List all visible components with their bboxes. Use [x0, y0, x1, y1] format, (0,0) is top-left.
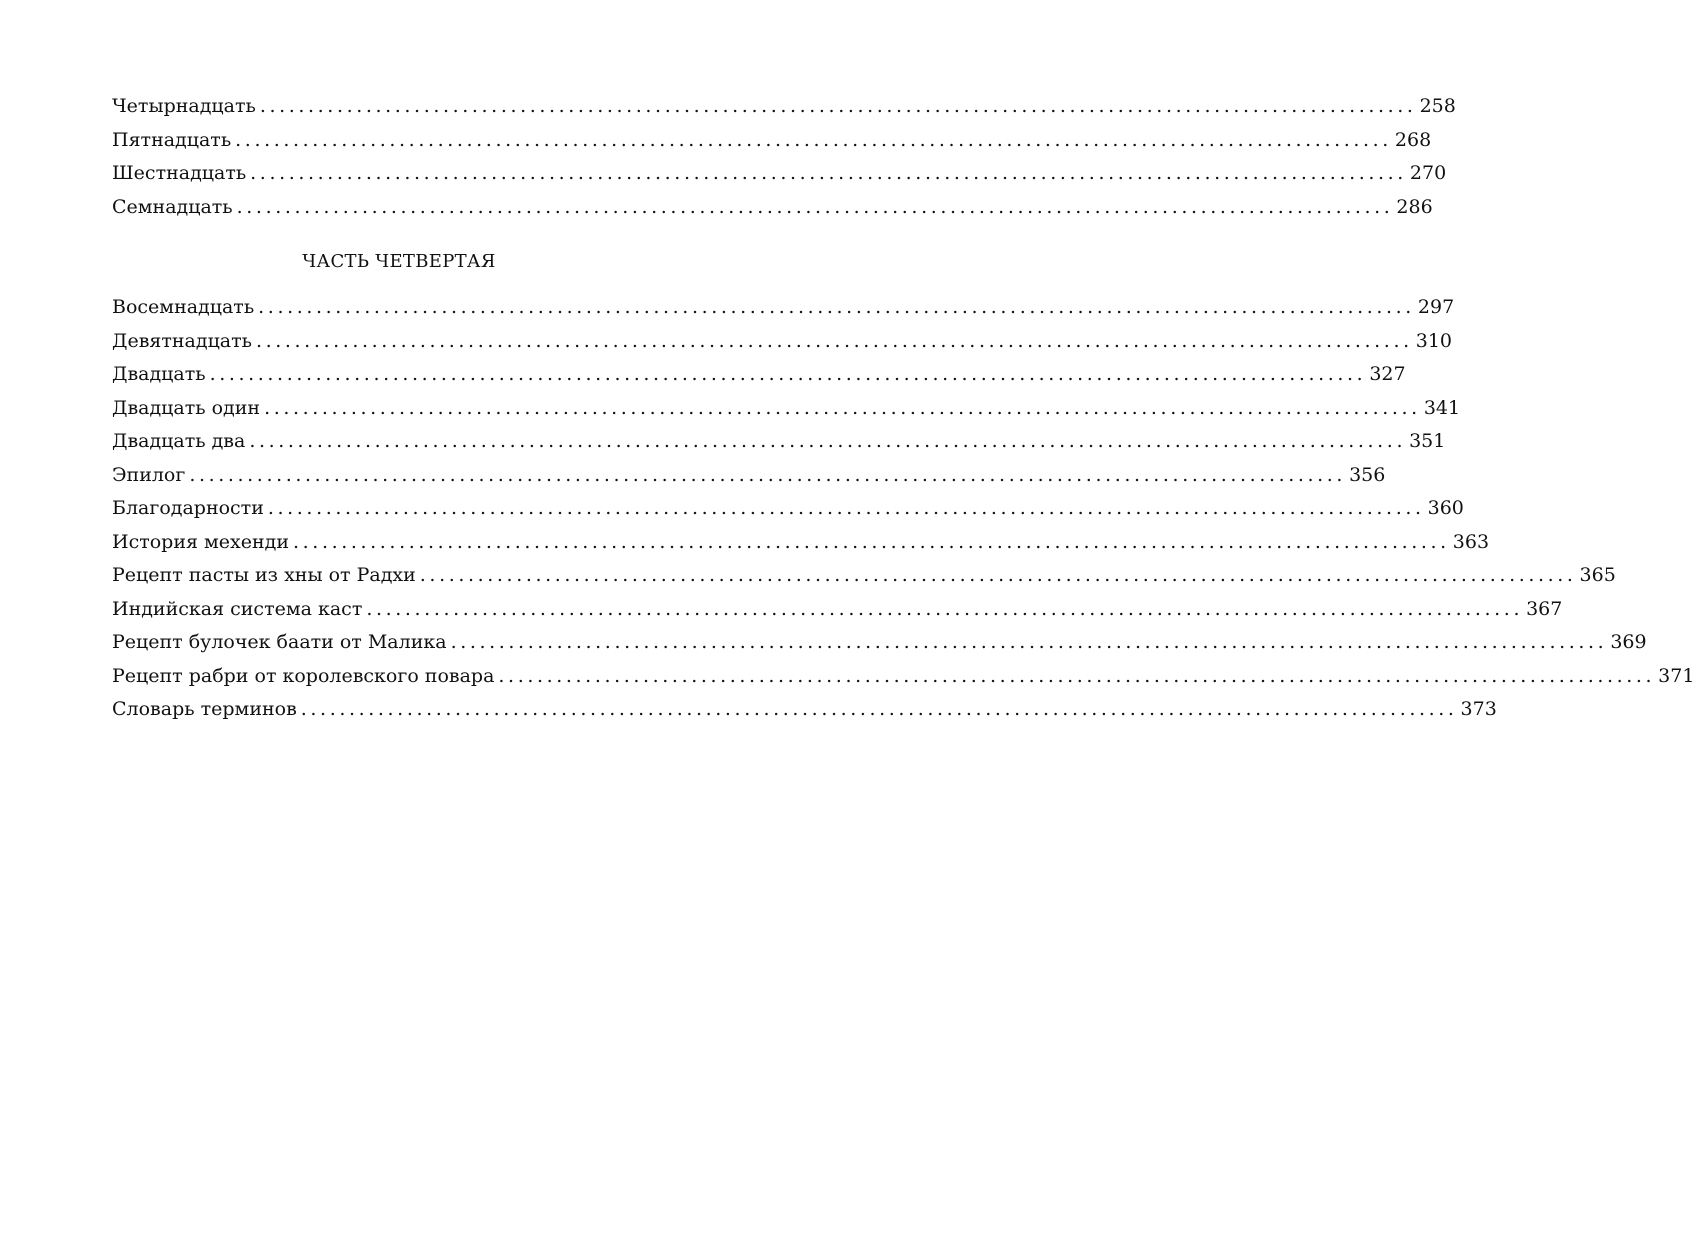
toc-group-part-three-continued — [112, 90, 1456, 224]
toc-entry-title: Рецепт рабри от королевского повара — [112, 664, 495, 687]
toc-entry[interactable] — [112, 526, 1490, 560]
toc-entry[interactable] — [112, 291, 1455, 325]
toc-entry-title: Индийская система каст — [112, 597, 363, 620]
dot-leader: ........................................................................................................................ — [209, 363, 1367, 385]
toc-entry-title: Четырнадцать — [112, 95, 256, 117]
toc-entry-title: Пятнадцать — [112, 128, 232, 151]
toc-entry-page: 310 — [1415, 329, 1452, 352]
toc-entry[interactable] — [112, 559, 1616, 593]
toc-entry[interactable] — [112, 358, 1406, 392]
part-heading: ЧАСТЬ ЧЕТВЕРТАЯ — [302, 251, 496, 272]
dot-leader: ........................................................................................................................ — [450, 631, 1608, 653]
toc-entry[interactable] — [112, 626, 1647, 660]
toc-entry-page: 365 — [1579, 564, 1616, 586]
toc-entry[interactable] — [112, 392, 1461, 426]
toc-entry[interactable] — [112, 425, 1446, 459]
toc-entry-title: Девятнадцать — [112, 329, 252, 352]
dot-leader: ........................................................................................................................ — [236, 195, 1394, 218]
toc-entry[interactable] — [112, 593, 1563, 627]
toc-entry-title: Эпилог — [112, 463, 186, 486]
toc-entry-page: 373 — [1460, 698, 1497, 720]
dot-leader: ........................................................................................................................ — [366, 597, 1524, 620]
toc-entry-page: 286 — [1396, 195, 1433, 218]
toc-entry-title: История мехенди — [112, 530, 290, 553]
table-of-contents — [112, 90, 1694, 727]
dot-leader: ........................................................................................................................ — [250, 162, 1407, 184]
toc-entry[interactable] — [112, 325, 1452, 359]
toc-entry-page: 371 — [1658, 664, 1694, 687]
toc-entry[interactable] — [112, 90, 1456, 124]
dot-leader: ........................................................................................................................ — [267, 497, 1425, 519]
dot-leader: ........................................................................................................................ — [255, 329, 1413, 352]
toc-entry-page: 268 — [1394, 128, 1432, 151]
dot-leader: ........................................................................................................................ — [249, 430, 1407, 452]
dot-leader: ........................................................................................................................ — [293, 530, 1450, 553]
dot-leader: ........................................................................................................................ — [300, 698, 1458, 720]
toc-entry-title: Двадцать — [112, 363, 206, 385]
toc-entry-title: Двадцать два — [112, 430, 246, 452]
dot-leader: ........................................................................................................................ — [419, 564, 1577, 586]
toc-entry-title: Словарь терминов — [112, 698, 297, 720]
toc-group-part-four — [112, 291, 1694, 727]
toc-entry-page: 297 — [1417, 296, 1455, 318]
toc-entry[interactable] — [112, 124, 1432, 158]
toc-entry-page: 341 — [1423, 396, 1461, 419]
toc-entry[interactable] — [112, 157, 1447, 191]
toc-entry-title: Благодарности — [112, 497, 264, 519]
toc-entry-title: Двадцать один — [112, 396, 261, 419]
toc-entry-page: 327 — [1369, 363, 1406, 385]
toc-entry-page: 258 — [1419, 95, 1456, 117]
toc-entry-title: Рецепт булочек баати от Малика — [112, 631, 447, 653]
toc-entry[interactable] — [112, 693, 1497, 727]
toc-entry-page: 367 — [1526, 597, 1563, 620]
dot-leader: ........................................................................................................................ — [264, 396, 1421, 419]
dot-leader: ........................................................................................................................ — [189, 463, 1347, 486]
toc-entry-page: 351 — [1409, 430, 1446, 452]
toc-entry-title: Семнадцать — [112, 195, 233, 218]
toc-entry-title: Рецепт пасты из хны от Радхи — [112, 564, 416, 586]
dot-leader: ........................................................................................................................ — [258, 296, 1415, 318]
toc-entry-page: 369 — [1610, 631, 1647, 653]
dot-leader: ........................................................................................................................ — [235, 128, 1392, 151]
toc-entry[interactable] — [112, 492, 1464, 526]
dot-leader: ........................................................................................................................ — [259, 95, 1417, 117]
toc-entry[interactable] — [112, 459, 1386, 493]
toc-entry[interactable] — [112, 660, 1694, 694]
toc-entry-page: 356 — [1349, 463, 1386, 486]
toc-entry-title: Шестнадцать — [112, 162, 247, 184]
toc-entry[interactable] — [112, 191, 1433, 225]
toc-entry-title: Восемнадцать — [112, 296, 255, 318]
toc-entry-page: 363 — [1452, 530, 1490, 553]
toc-entry-page: 270 — [1409, 162, 1447, 184]
toc-entry-page: 360 — [1427, 497, 1464, 519]
dot-leader: ........................................................................................................................ — [498, 664, 1656, 687]
